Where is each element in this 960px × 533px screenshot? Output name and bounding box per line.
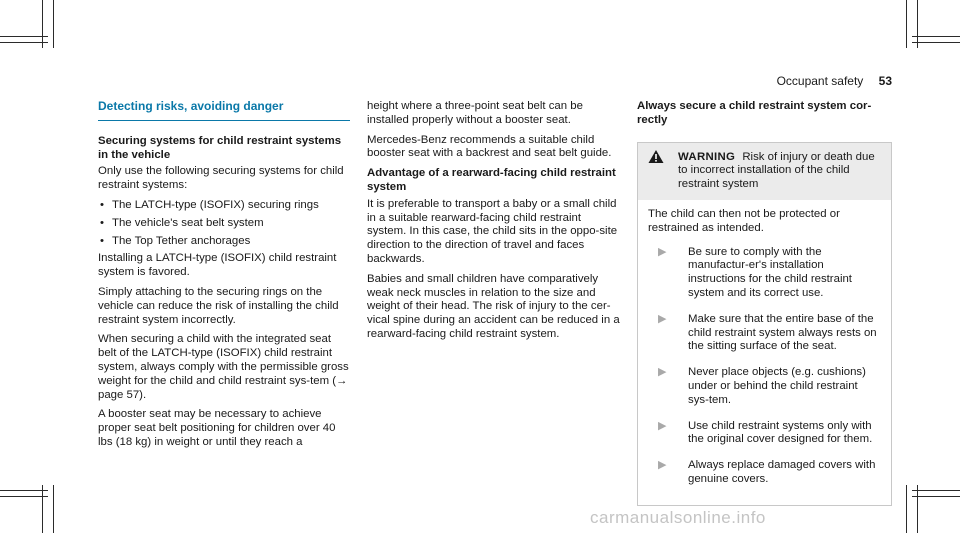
- warning-body-text: The child can then not be protected or restrained as intended.: [648, 207, 840, 234]
- subheading-rearward-facing: Advantage of a rearward-facing child restraint system: [367, 167, 616, 193]
- instruction-text: Make sure that the entire base of the child restraint system always rests on the sitting surface of the seat.: [688, 312, 877, 353]
- instruction-text: Never place objects (e.g. cushions) under or behind the child restraint sys-tem.: [688, 366, 866, 406]
- list-item: • The LATCH-type (ISOFIX) securing rings: [98, 199, 350, 213]
- list-item: [648, 459, 881, 487]
- arrow-right-icon: ▶: [658, 419, 667, 432]
- instruction-text: Use child restraint systems only with the original cover designed for them.: [688, 419, 873, 446]
- instruction-text: Always replace damaged covers with genuine covers.: [688, 459, 876, 485]
- list-item: [648, 366, 881, 407]
- paragraph: Installing a LATCH-type (ISOFIX) child restraint system is favored.: [98, 252, 337, 279]
- crop-mark: [42, 0, 43, 48]
- arrow-right-icon: ▶: [658, 459, 667, 472]
- subheading-always-secure: Always secure a child restraint system cor-rectly: [637, 100, 872, 126]
- list-item: [648, 420, 881, 448]
- paragraph: Mercedes-Benz recommends a suitable child booster seat with a backrest and seat belt guide.: [367, 133, 612, 160]
- crop-mark: [53, 0, 54, 48]
- crop-mark: [906, 0, 907, 48]
- securing-systems-list: [98, 199, 350, 248]
- arrow-right-icon: ▶: [658, 245, 667, 258]
- paragraph: Babies and small children have comparatively weak neck muscles in relation to the size and weight of their head. The risk of injury to the cer-vical spine during an accident can be reduced in a rearward-facing child restraint system.: [367, 272, 620, 340]
- list-item: • The vehicle's seat belt system: [98, 217, 350, 231]
- paragraph-intro: Only use the following securing systems for child restraint systems:: [98, 165, 344, 192]
- list-item: [648, 246, 881, 301]
- column-1: [98, 100, 350, 456]
- page-number: 53: [878, 74, 892, 88]
- warning-text: Risk of injury or death due to incorrect installation of the child restraint system: [678, 150, 875, 191]
- list-item: [648, 313, 881, 354]
- crop-mark: [917, 0, 918, 48]
- warning-header: [638, 143, 891, 200]
- paragraph: It is preferable to transport a baby or a small child in a suitable rearward-facing child restraint system. In this case, the child sits in the oppo-site direction to the direction of travel and faces backwards.: [367, 197, 618, 265]
- arrow-right-icon: ▶: [658, 366, 667, 379]
- column-3: [637, 100, 892, 506]
- crop-mark: [53, 485, 54, 533]
- warning-instructions: [648, 246, 881, 487]
- crop-mark: [912, 42, 960, 43]
- crop-mark: [0, 490, 48, 491]
- crop-mark: [0, 496, 48, 497]
- arrow-right-icon: ▶: [658, 312, 667, 325]
- subheading-securing-systems: Securing systems for child restraint systems in the vehicle: [98, 134, 342, 161]
- list-item: • The Top Tether anchorages: [98, 235, 350, 249]
- warning-triangle-icon: [648, 149, 664, 169]
- crop-mark: [912, 496, 960, 497]
- paragraph: Simply attaching to the securing rings on the vehicle can reduce the risk of installing the child restraint system incorrectly.: [98, 285, 339, 326]
- crop-mark: [0, 42, 48, 43]
- crop-mark: [917, 485, 918, 533]
- page-header: [777, 74, 892, 88]
- instruction-text: Be sure to comply with the manufactur-er's installation instructions for the child restraint system and its correct use.: [688, 245, 852, 299]
- warning-box: [637, 142, 892, 506]
- crop-mark: [42, 485, 43, 533]
- watermark: carmanualsonline.info: [590, 508, 766, 527]
- paragraph-page-reference: When securing a child with the integrated seat belt of the LATCH-type (ISOFIX) child restraint system, always comply with the permissible gross weight for the child and child restraint sys-tem (→ page 57).: [98, 333, 349, 401]
- paragraph: A booster seat may be necessary to achieve proper seat belt positioning for children over 40 lbs (18 kg) in weight or until they reach a: [98, 408, 336, 448]
- section-title: Detecting risks, avoiding danger: [98, 100, 350, 121]
- warning-label: WARNING: [678, 150, 736, 163]
- crop-mark: [912, 490, 960, 491]
- section-name: Occupant safety: [776, 74, 864, 88]
- paragraph: height where a three-point seat belt can be installed properly without a booster seat.: [367, 100, 583, 126]
- crop-mark: [0, 36, 48, 37]
- warning-body: [638, 200, 891, 505]
- crop-mark: [906, 485, 907, 533]
- column-2: [367, 100, 622, 348]
- crop-mark: [912, 36, 960, 37]
